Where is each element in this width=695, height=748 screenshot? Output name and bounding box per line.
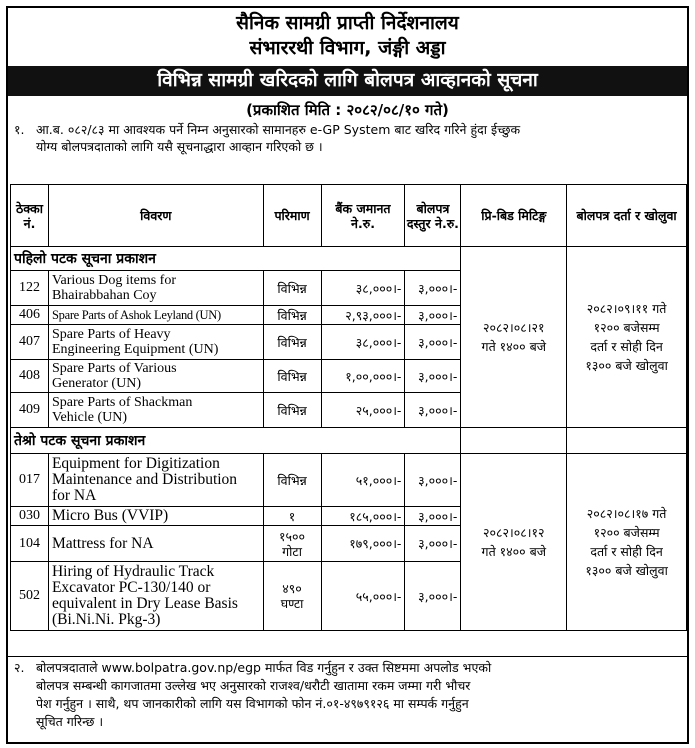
- table-row: 122 Various Dog items for Bhairabbahan Coy विभिन्न ३८,०००।- ३,०००।-: [11, 271, 687, 306]
- header-description: विवरण: [48, 185, 263, 247]
- table-row: 030 Micro Bus (VVIP) १ १८५,०००।- ३,०००।-: [11, 507, 687, 526]
- footer-line-2: बोलपत्र सम्बन्धी कागजातमा उल्लेख भए अनुसारको राजश्व/धरौटी खातामा रकम जम्मा गरी भौचर: [36, 678, 471, 693]
- section-1-opening: २०८२।०९।११ गते १२०० बजेसम्म दर्ता र सोही दिन १३०० बजे खोलुवा: [567, 247, 687, 428]
- table-row: 409 Spare Parts of Shackman Vehicle (UN) विभिन्न २५,०००।- ३,०००।-: [11, 393, 687, 428]
- table-row: 408 Spare Parts of Various Generator (UN) विभिन्न १,००,०००।- ३,०००।-: [11, 360, 687, 393]
- notice-page: [6, 6, 689, 744]
- intro-line-1: आ.ब. ०८२/८३ मा आवश्यक पर्ने निम्न अनुसारको सामानहरु e-GP System बाट खरिद गरिने हुंदा ईच्छुक: [36, 122, 521, 137]
- footer-line-3: पेश गर्नुहुन । साथै, थप जानकारीको लागि यस विभागको फोन नं.०१-४९७९१२६ मा सम्पर्क गर्नुहुन: [36, 696, 469, 711]
- footer-number: २.: [14, 660, 25, 675]
- header-prebid-meeting: प्रि-बिड मिटिङ्ग: [461, 185, 567, 247]
- header-bank-guarantee: बैंक जमानत ने.रु.: [321, 185, 405, 247]
- header-bid-fee: बोलपत्र दस्तुर ने.रु.: [405, 185, 461, 247]
- section-2-title: तेश्रो पटक सूचना प्रकाशन: [11, 428, 322, 454]
- header-contract-no: ठेक्का नं.: [11, 185, 49, 247]
- organization-name: सैनिक सामग्री प्राप्ती निर्देशनालय: [236, 12, 459, 34]
- tender-table: [10, 184, 687, 631]
- intro-number: १.: [14, 122, 25, 137]
- footer-line-4: सूचित गरिन्छ ।: [36, 714, 104, 729]
- table-header-row: [11, 185, 687, 247]
- table-row: 407 Spare Parts of Heavy Engineering Equipment (UN) विभिन्न ३८,०००।- ३,०००।-: [11, 325, 687, 360]
- section-1-title: पहिलो पटक सूचना प्रकाशन: [11, 247, 322, 271]
- department-name: संभाररथी विभाग, जंङ्गी अड्डा: [249, 37, 446, 59]
- section-2-prebid: २०८२।०८।१२ गते १४०० बजे: [461, 454, 567, 631]
- section-2-opening: २०८२।०८।१७ गते १२०० बजेसम्म दर्ता र सोही दिन १३०० बजे खोलुवा: [567, 454, 687, 631]
- header-registration-opening: बोलपत्र दर्ता र खोलुवा: [567, 185, 687, 247]
- section-row: [11, 428, 687, 454]
- section-row: [11, 247, 687, 271]
- intro-paragraph: [8, 121, 687, 155]
- footer-paragraph: [8, 656, 687, 731]
- header-quantity: परिमाण: [263, 185, 321, 247]
- table-row: 406 Spare Parts of Ashok Leyland (UN) विभिन्न २,९३,०००।- ३,०००।-: [11, 306, 687, 325]
- section-1-prebid: २०८२।०८।२१ गते १४०० बजे: [461, 247, 567, 428]
- footer-line-1: बोलपत्रदाताले www.bolpatra.gov.np/egp मार्फत विड गर्नुहुन र उक्त सिष्टममा अपलोड भएको: [36, 660, 492, 675]
- intro-line-2: योग्य बोलपत्रदाताको लागि यसै सूचनाद्धारा आव्हान गरिएको छ ।: [36, 139, 323, 154]
- publication-date: (प्रकाशित मिति : २०८२/०८/१० गते): [246, 101, 449, 119]
- table-row: 017 Equipment for Digitization Maintenance and Distribution for NA विभिन्न ५१,०००।- ३,०००।- २०८२।०८।१२ गते १४०० बजे २०८२।०८।१७ गते १२०० बजेसम्म दर्ता र सोही दिन १३०० बजे खोलुवा: [11, 454, 687, 507]
- table-row: 104 Mattress for NA १५०० गोटा १७९,०००।- ३,०००।-: [11, 526, 687, 562]
- notice-title-banner: विभिन्न सामग्री खरिदको लागि बोलपत्र आव्हानको सूचना: [8, 66, 687, 96]
- table-row: 502 Hiring of Hydraulic Track Excavator PC-130/140 or equivalent in Dry Lease Basis (Bi.Ni.Ni. Pkg-3) ४९० घण्टा ५५,०००।- ३,०००।-: [11, 562, 687, 631]
